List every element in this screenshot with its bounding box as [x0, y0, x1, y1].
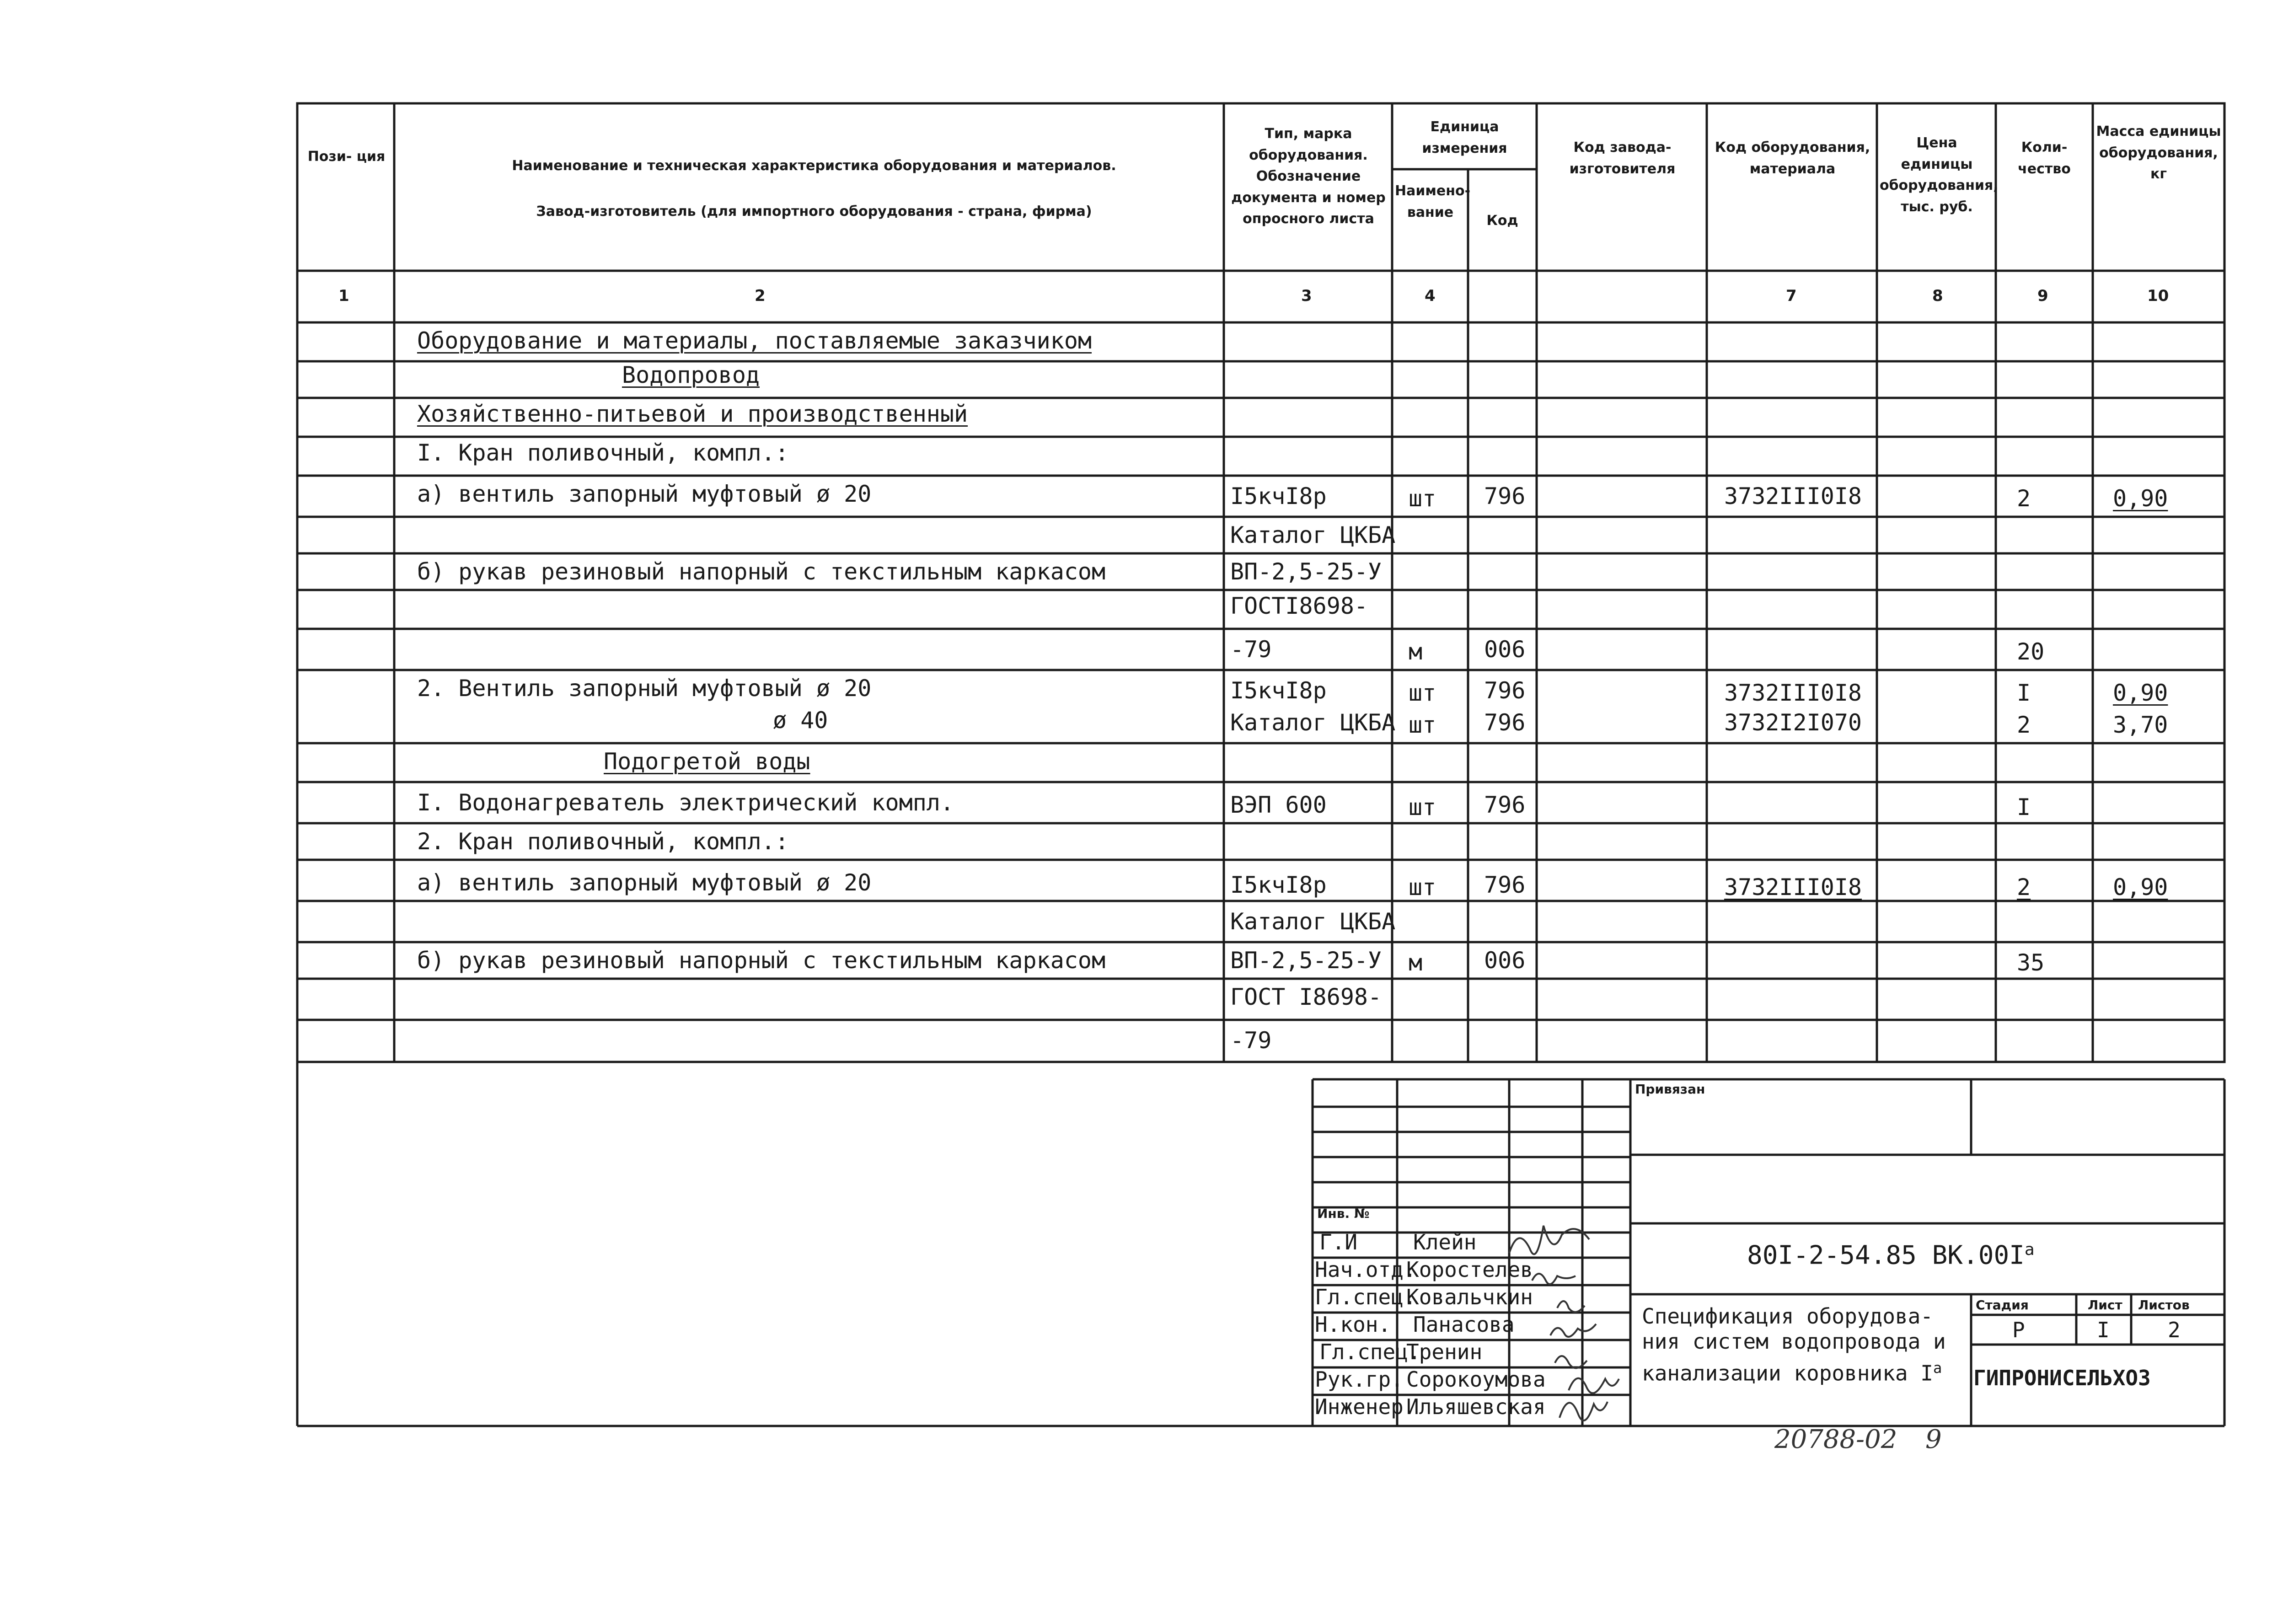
person-name: Клейн — [1413, 1230, 1477, 1254]
person-name: Панасова — [1413, 1312, 1515, 1337]
item-unit: шт — [1409, 680, 1436, 706]
document-title-line3: канализации коровника $I^а$ — [1642, 1359, 1942, 1386]
sheet-value: I — [2097, 1318, 2110, 1342]
header-equipment-code: Код оборудования, материала — [1715, 139, 1870, 177]
item-unit: шт — [1409, 485, 1436, 512]
header-unit-group: Единица измерения — [1422, 119, 1507, 156]
section-heading: Хозяйственно-питьевой и производственный — [417, 401, 968, 427]
stage-label: Стадия — [1976, 1297, 2029, 1313]
item-mass: 3,70 — [2113, 712, 2168, 738]
header-unit-name: Наимено-вание — [1395, 183, 1471, 220]
item-name: I. Кран поливочный, компл.: — [417, 439, 789, 466]
item-type: ГОСТI8698- — [1230, 593, 1368, 619]
item-name: 2. Кран поливочный, компл.: — [417, 828, 789, 855]
header-mass: Масса единицы оборудования, кг — [2096, 123, 2221, 182]
item-type: ВП-2,5-25-У — [1230, 558, 1382, 585]
item-unit: м — [1409, 638, 1423, 665]
item-quantity: I — [2017, 680, 2031, 706]
item-type: Каталог ЦКБА — [1230, 908, 1396, 935]
item-type: I5кчI8р — [1230, 483, 1327, 509]
person-name: Ковальчкин — [1406, 1285, 1533, 1309]
item-equipment-code: 3732III0I8 — [1724, 483, 1862, 509]
item-name: а) вентиль запорный муфтовый ø 20 — [417, 481, 872, 507]
document-code: 80I-2-54.85 $ВК.00I^а$ — [1747, 1240, 2035, 1270]
header-name-line1: Наименование и техническая характеристика оборудования и материалов. — [512, 158, 1116, 174]
page-number: 9 — [1925, 1425, 1942, 1454]
item-name: ø 40 — [773, 707, 828, 734]
item-equipment-code: 3732I2I070 — [1724, 709, 1862, 736]
role-label: Н.кон. — [1315, 1312, 1391, 1337]
col-number: 4 — [1425, 287, 1436, 305]
item-mass: 0,90 — [2113, 874, 2168, 900]
person-name: Коростелев — [1406, 1257, 1533, 1282]
item-quantity: 2 — [2017, 712, 2031, 738]
item-name: б) рукав резиновый напорный с текстильным каркасом — [417, 558, 1106, 585]
item-equipment-code: 3732III0I8 — [1724, 874, 1862, 900]
col-number: 1 — [338, 287, 349, 305]
item-type: I5кчI8р — [1230, 677, 1327, 704]
section-heading: Оборудование и материалы, поставляемые заказчиком — [417, 327, 1092, 354]
role-label: Г.И — [1319, 1230, 1358, 1254]
item-quantity: 2 — [2017, 874, 2031, 900]
col-number: 9 — [2037, 287, 2048, 305]
item-name: а) вентиль запорный муфтовый ø 20 — [417, 869, 872, 896]
item-type: -79 — [1230, 636, 1272, 663]
item-equipment-code: 3732III0I8 — [1724, 680, 1862, 706]
header-unit-code: Код — [1486, 213, 1518, 229]
header-factory-code: Код завода-изготовителя — [1569, 139, 1676, 177]
role-label: Гл.спец. — [1319, 1340, 1421, 1364]
col-number: 10 — [2147, 287, 2169, 305]
person-name: Сорокоумова — [1406, 1367, 1546, 1392]
role-label: Гл.спец. — [1315, 1285, 1416, 1309]
col-number: 2 — [755, 287, 766, 305]
item-unit-code: 796 — [1484, 709, 1526, 736]
item-mass: 0,90 — [2113, 680, 2168, 706]
sheets-label: Листов — [2138, 1297, 2190, 1313]
item-type: ВЭП 600 — [1230, 792, 1327, 818]
item-unit: м — [1409, 949, 1423, 976]
role-label: Инженер — [1315, 1394, 1404, 1419]
item-name: I. Водонагреватель электрический компл. — [417, 789, 954, 816]
item-unit-code: 006 — [1484, 947, 1526, 974]
stage-value: Р — [2012, 1318, 2025, 1342]
sheets-value: 2 — [2168, 1318, 2181, 1342]
header-quantity: Коли-чество — [2018, 139, 2071, 177]
item-quantity: 2 — [2017, 485, 2031, 512]
item-unit-code: 796 — [1484, 483, 1526, 509]
item-quantity: 35 — [2017, 949, 2045, 976]
section-heading: Подогретой воды — [604, 748, 810, 775]
item-unit-code: 796 — [1484, 677, 1526, 704]
header-name-line2: Завод-изготовитель (для импортного оборудования - страна, фирма) — [536, 204, 1092, 220]
role-label: Нач.отд. — [1315, 1257, 1416, 1282]
header-position: Пози- ция — [307, 149, 386, 165]
person-name: Ильяшевская — [1406, 1394, 1546, 1419]
sheet-label: Лист — [2088, 1297, 2122, 1313]
title-block-attached: Привязан — [1635, 1082, 1705, 1097]
col-number: 8 — [1932, 287, 1943, 305]
item-type: -79 — [1230, 1027, 1272, 1054]
item-unit-code: 006 — [1484, 636, 1526, 663]
person-name: Тренин — [1406, 1340, 1483, 1364]
item-unit: шт — [1409, 794, 1436, 820]
item-type: Каталог ЦКБА — [1230, 522, 1396, 548]
role-label: Рук.гр. — [1315, 1367, 1404, 1392]
document-title-line2: ния систем водопровода и — [1642, 1329, 1946, 1354]
item-name: 2. Вентиль запорный муфтовый ø 20 — [417, 675, 872, 702]
item-quantity: 20 — [2017, 638, 2045, 665]
section-heading: Водопровод — [622, 362, 760, 388]
archive-number: 20788-02 — [1774, 1425, 1897, 1454]
item-mass: 0,90 — [2113, 485, 2168, 512]
item-unit: шт — [1409, 712, 1436, 738]
item-unit-code: 796 — [1484, 872, 1526, 898]
organization-name: ГИПРОНИСЕЛЬХОЗ — [1973, 1366, 2151, 1390]
header-price: Цена единицы оборудования, тыс. руб. — [1880, 135, 1999, 215]
col-number: 7 — [1786, 287, 1797, 305]
header-type: Тип, марка оборудования. Обозначение документа и номер опросного листа — [1231, 126, 1386, 227]
item-quantity: I — [2017, 794, 2031, 820]
item-name: б) рукав резиновый напорный с текстильным каркасом — [417, 947, 1106, 974]
item-type: Каталог ЦКБА — [1230, 709, 1396, 736]
item-unit-code: 796 — [1484, 792, 1526, 818]
item-type: I5кчI8р — [1230, 872, 1327, 898]
title-block-inventory: Инв. № — [1317, 1206, 1370, 1221]
item-unit: шт — [1409, 874, 1436, 900]
document-title-line1: Спецификация оборудова- — [1642, 1304, 1933, 1329]
col-number: 3 — [1301, 287, 1312, 305]
item-type: ВП-2,5-25-У — [1230, 947, 1382, 974]
item-type: ГОСТ I8698- — [1230, 984, 1382, 1010]
